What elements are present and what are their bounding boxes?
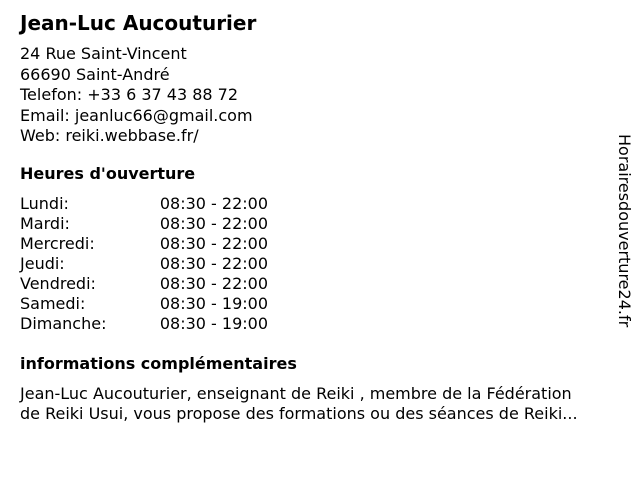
day-label: Vendredi:: [20, 274, 96, 293]
hours-row-thursday: [20, 254, 268, 274]
day-label: Mercredi:: [20, 234, 95, 253]
hours-row-wednesday: [20, 234, 268, 254]
time-range: 08:30 - 22:00: [159, 214, 268, 233]
hours-row-friday: [20, 274, 268, 294]
hours-row-tuesday: [20, 214, 268, 234]
address-city: 66690 Saint-André: [20, 64, 170, 84]
time-range: 08:30 - 22:00: [159, 194, 268, 213]
opening-hours-list: [20, 194, 268, 334]
time-range: 08:30 - 19:00: [159, 294, 268, 313]
hours-row-monday: [20, 194, 268, 214]
email-text: Email: jeanluc66@gmail.com: [20, 105, 253, 125]
info-line: Jean-Luc Aucouturier, enseignant de Reiki , membre de la Fédération: [20, 384, 572, 403]
day-label: Mardi:: [20, 214, 70, 233]
day-label: Dimanche:: [20, 314, 107, 333]
day-label: Lundi:: [20, 194, 69, 213]
website-text: Web: reiki.webbase.fr/: [20, 126, 199, 145]
time-range: 08:30 - 22:00: [159, 274, 268, 293]
additional-info-text: [20, 384, 635, 424]
time-range: 08:30 - 22:00: [159, 254, 268, 273]
time-range: 08:30 - 19:00: [159, 314, 268, 333]
hours-row-sunday: [20, 314, 268, 334]
hours-row-saturday: [20, 294, 268, 314]
phone-text: Telefon: +33 6 37 43 88 72: [20, 85, 239, 104]
watermark-site-label: Horairesdouverture24.fr: [615, 134, 634, 328]
day-label: Jeudi:: [20, 254, 65, 273]
day-label: Samedi:: [20, 294, 86, 313]
opening-hours-heading: Heures d'ouverture: [20, 164, 196, 183]
page-title: Jean-Luc Aucouturier: [20, 11, 257, 35]
contact-block: [20, 44, 253, 147]
info-line: de Reiki Usui, vous propose des formations ou des séances de Reiki...: [20, 404, 578, 423]
address-street: 24 Rue Saint-Vincent: [20, 44, 187, 63]
additional-info-heading: informations complémentaires: [20, 354, 297, 373]
time-range: 08:30 - 22:00: [159, 234, 268, 253]
